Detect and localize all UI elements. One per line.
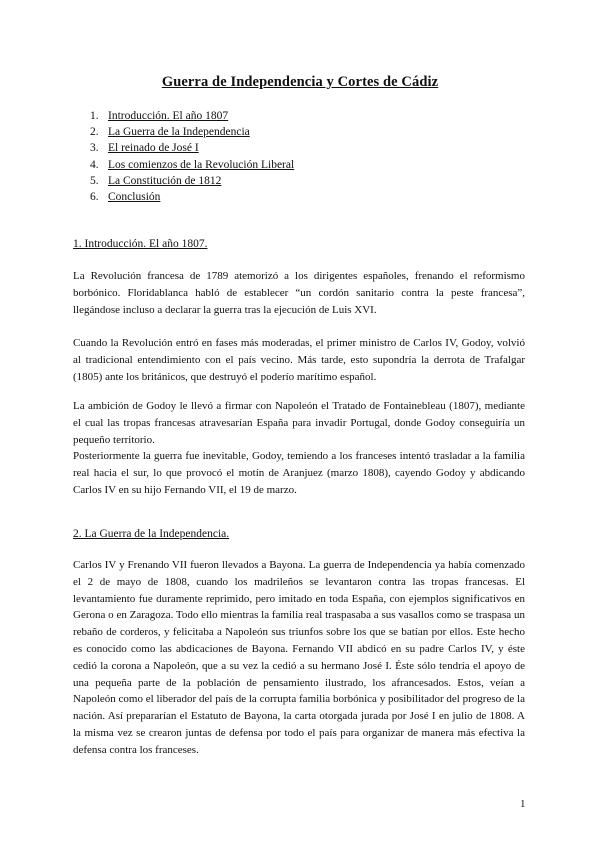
section-heading: 2. La Guerra de la Independencia. — [73, 528, 230, 540]
toc-item — [90, 157, 294, 173]
paragraph: Carlos IV y Frenando VII fueron llevados a Bayona. La guerra de Independencia ya había comenzado el 2 de mayo de 1808, cuando los madrileños se levantaron contra las tropas francesas. El levantamiento fue duramente reprimido, pero imitado en toda España, con ejemplos significativos en Gerona o en Zaragoza. Todo ello mientras la familia real traspasaba a sus vasallos como se traspasa un rebaño de corderos, y felicitaba a Napoleón sus triunfos sobre los que se batían por ellos. Este hecho es conocido como las abdicaciones de Bayona. Fernando VII abdicó en su padre Carlos IV, y éste cedió la corona a Napoleón, que a su vez la cedió a su hermano José I. Éste sólo tendría el apoyo de una pequeña parte de la población de pensamiento ilustrado, los afrancesados. Estos, veían a Napoleón como el liberador del país de la corrupta familia borbónica y posibilitador del progreso de la nación. Así prepararían el Estatuto de Bayona, la carta otorgada jurada por José I en julio de 1808. A la misma vez se crearon juntas de defensa por todo el país para organizar de manera más efectiva la defensa contra los franceses. — [73, 559, 525, 756]
toc-item — [90, 173, 294, 189]
toc-item — [90, 189, 294, 205]
table-of-contents — [90, 108, 294, 205]
toc-link-conclusion[interactable]: Conclusión — [108, 190, 161, 203]
toc-link-revolucion[interactable]: Los comienzos de la Revolución Liberal — [108, 158, 295, 171]
toc-item — [90, 108, 294, 124]
toc-number: 1. — [90, 110, 99, 122]
toc-item — [90, 124, 294, 140]
toc-item — [90, 140, 294, 156]
toc-number: 2. — [90, 126, 99, 139]
toc-number: 4. — [90, 158, 99, 171]
toc-number: 6. — [90, 190, 99, 203]
page-number: 1 — [520, 798, 526, 810]
document-title: Guerra de Independencia y Cortes de Cádiz — [161, 74, 439, 90]
toc-link-constitucion[interactable]: La Constitución de 1812 — [108, 174, 222, 187]
toc-link-guerra[interactable]: La Guerra de la Independencia — [108, 126, 250, 139]
toc-number: 3. — [90, 142, 99, 155]
paragraph: Posteriormente la guerra fue inevitable, Godoy, temiendo a los franceses intentó trasladar a la familia real hacia el sur, lo que provocó el motín de Aranjuez (marzo 1808), cayendo Godoy y abdicando Carlos IV en su hijo Fernando VII, el 19 de marzo. — [73, 450, 525, 496]
paragraph: La Revolución francesa de 1789 atemorizó a los dirigentes españoles, frenando el reformismo borbónico. Floridablanca habló de establecer “un cordón sanitario contra la peste francesa”, llegándose incluso a declarar la guerra tras la ejecución de Luis XVI. — [73, 270, 525, 316]
section-heading: 1. Introducción. El año 1807. — [73, 238, 208, 250]
toc-link-introduccion[interactable]: Introducción. El año 1807 — [108, 110, 229, 122]
paragraph: La ambición de Godoy le llevó a firmar con Napoleón el Tratado de Fontainebleau (1807), mediante el cual las tropas francesas atravesarían España para invadir Portugal, donde Godoy conseguiría un pequeño territorio. — [73, 400, 525, 446]
toc-link-reinado[interactable]: El reinado de José I — [108, 142, 199, 155]
toc-number: 5. — [90, 174, 99, 187]
paragraph: Cuando la Revolución entró en fases más moderadas, el primer ministro de Carlos IV, Godoy, volvió al tradicional entendimiento con el país vecino. Más tarde, esto supondría la derrota de Trafalgar (1805) ante los británicos, que destruyó el poderío marítimo español. — [73, 337, 525, 383]
